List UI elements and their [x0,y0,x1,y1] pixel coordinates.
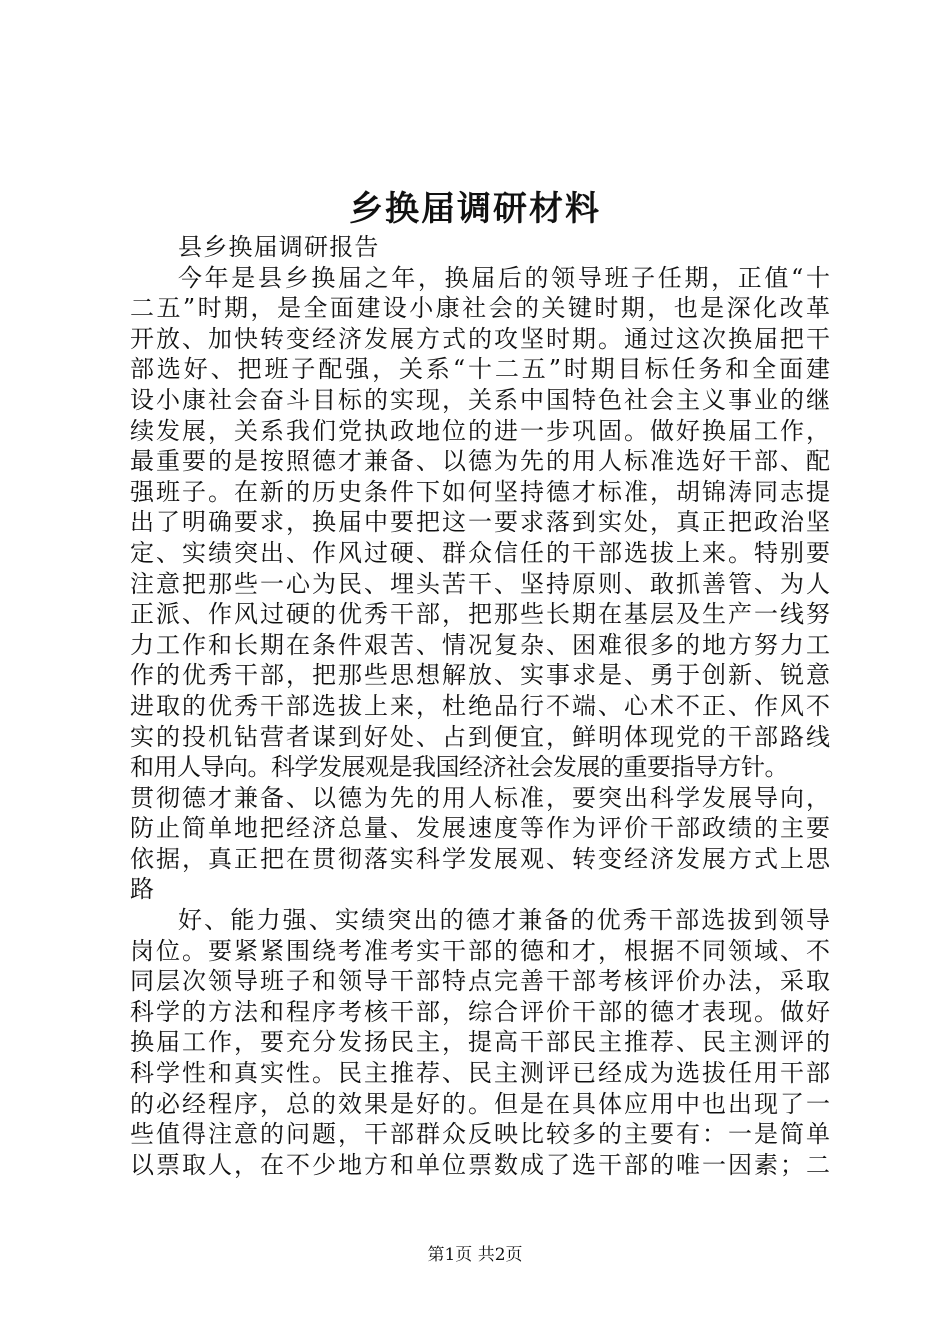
paragraph-line: 的必经程序，总的效果是好的。但是在具体应用中也出现了一 [130,1089,830,1118]
page-indicator: 第1页 共2页 [427,1245,523,1265]
paragraph-line: 防止简单地把经济总量、发展速度等作为评价干部政绩的主要 [130,814,830,843]
paragraph-line: 开放、加快转变经济发展方式的攻坚时期。通过这次换届把干 [130,324,830,353]
paragraph-line: 部选好、把班子配强，关系“十二五”时期目标任务和全面建 [130,355,830,384]
paragraph-line: 些值得注意的问题，干部群众反映比较多的主要有：一是简单 [130,1120,830,1149]
paragraph-line: 科学性和真实性。民主推荐、民主测评已经成为选拔任用干部 [130,1059,830,1088]
paragraph-line: 岗位。要紧紧围绕考准考实干部的德和才，根据不同领域、不 [130,936,830,965]
paragraph-line: 续发展，关系我们党执政地位的进一步巩固。做好换届工作， [130,416,830,445]
document-body [130,232,830,1180]
paragraph-line: 力工作和长期在条件艰苦、情况复杂、困难很多的地方努力工 [130,630,830,659]
paragraph-line: 和用人导向。科学发展观是我国经济社会发展的重要指导方针。 [130,753,788,782]
paragraph-line: 作的优秀干部，把那些思想解放、实事求是、勇于创新、锐意 [130,661,830,690]
paragraph-line: 实的投机钻营者谋到好处、占到便宜，鲜明体现党的干部路线 [130,722,830,751]
paragraph-line: 最重要的是按照德才兼备、以德为先的用人标准选好干部、配 [130,447,830,476]
paragraph-line: 路 [130,875,156,904]
paragraph-line: 强班子。在新的历史条件下如何坚持德才标准，胡锦涛同志提 [130,477,830,506]
paragraph-line: 好、能力强、实绩突出的德才兼备的优秀干部选拔到领导 [178,906,830,935]
paragraph-line: 换届工作，要充分发扬民主，提高干部民主推荐、民主测评的 [130,1028,830,1057]
paragraph-line: 二五”时期，是全面建设小康社会的关键时期，也是深化改革 [130,294,830,323]
paragraph-line: 注意把那些一心为民、埋头苦干、坚持原则、敢抓善管、为人 [130,569,830,598]
paragraph-line: 设小康社会奋斗目标的实现，关系中国特色社会主义事业的继 [130,385,830,414]
paragraph-line: 同层次领导班子和领导干部特点完善干部考核评价办法，采取 [130,967,830,996]
paragraph-line: 依据，真正把在贯彻落实科学发展观、转变经济发展方式上思 [130,844,830,873]
paragraph-line: 出了明确要求，换届中要把这一要求落到实处，真正把政治坚 [130,508,830,537]
paragraph-line: 以票取人，在不少地方和单位票数成了选干部的唯一因素；二 [130,1150,830,1179]
paragraph-line: 科学的方法和程序考核干部，综合评价干部的德才表现。做好 [130,997,830,1026]
paragraph-line: 贯彻德才兼备、以德为先的用人标准，要突出科学发展导向， [130,783,830,812]
paragraph-line: 今年是县乡换届之年，换届后的领导班子任期，正值“十 [178,263,830,292]
paragraph-line: 定、实绩突出、作风过硬、群众信任的干部选拔上来。特别要 [130,538,830,567]
paragraph-line: 正派、作风过硬的优秀干部，把那些长期在基层及生产一线努 [130,600,830,629]
paragraph-line: 进取的优秀干部选拔上来，杜绝品行不端、心术不正、作风不 [130,691,830,720]
subtitle-line: 县乡换届调研报告 [178,233,380,261]
document-title: 乡换届调研材料 [349,189,601,229]
